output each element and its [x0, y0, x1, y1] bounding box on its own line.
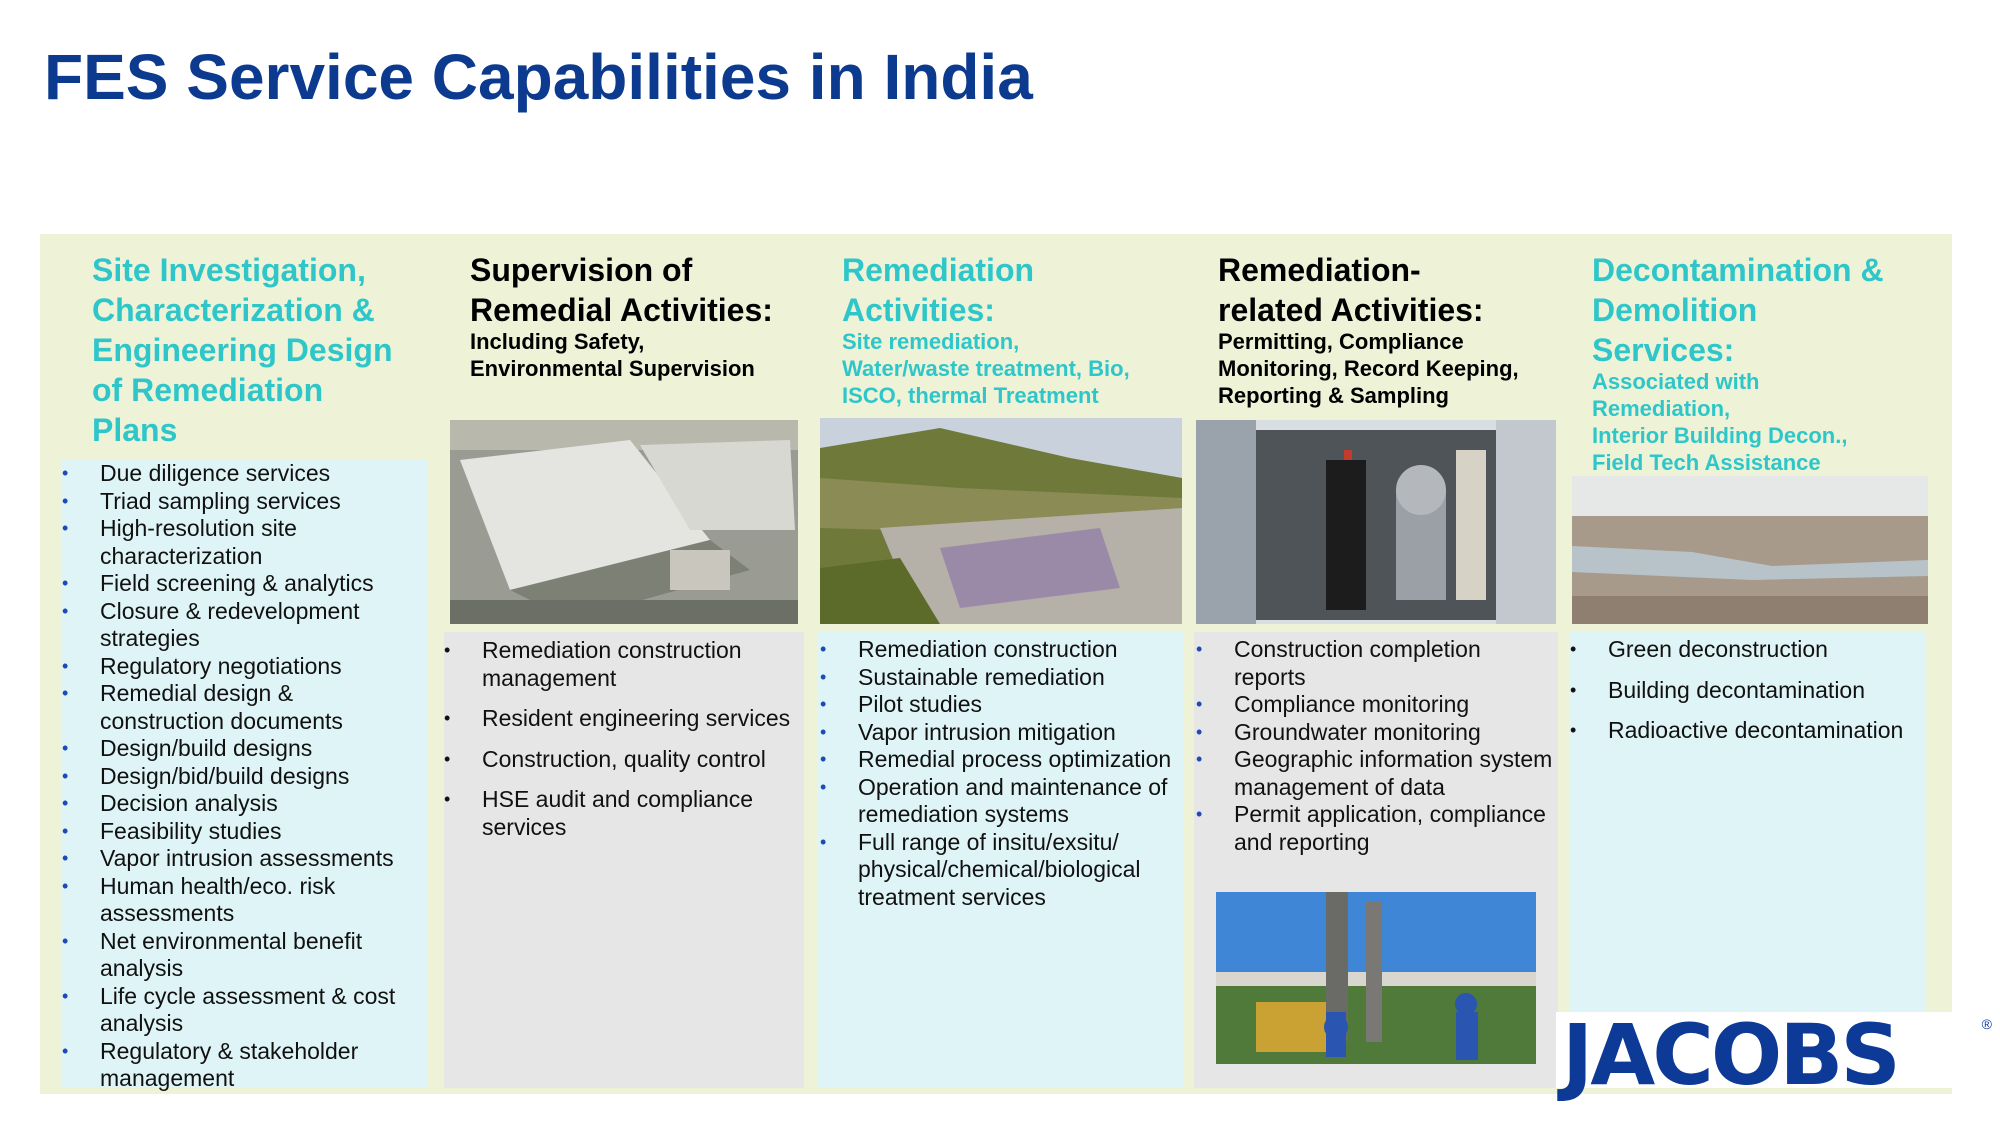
list-item — [62, 873, 422, 928]
list-item — [820, 774, 1180, 829]
list-item-label: Design/bid/build designs — [100, 762, 350, 789]
column-subheading — [1218, 328, 1519, 409]
bullet-icon: • — [62, 765, 69, 786]
subheading-line: Site remediation, — [842, 329, 1020, 354]
subheading-line: Reporting & Sampling — [1218, 383, 1449, 408]
bullet-icon: • — [62, 985, 69, 1006]
aerial-facility-photo — [450, 420, 798, 624]
services-list-box — [1194, 632, 1558, 1088]
list-item-label: Compliance monitoring — [1234, 691, 1470, 717]
bullet-icon: • — [444, 748, 451, 769]
services-list-box — [62, 460, 428, 1091]
heading-line: Remediation- — [1218, 252, 1421, 288]
bullet-icon: • — [444, 789, 451, 809]
bullet-icon: • — [1196, 721, 1203, 742]
list-item-label: Construction, quality control — [482, 745, 766, 772]
list-item-label: Remediation construction — [858, 636, 1118, 662]
subheading-line: Environmental Supervision — [470, 356, 755, 381]
list-item — [820, 664, 1180, 692]
bullet-icon: • — [62, 793, 69, 813]
list-item — [62, 928, 422, 983]
bullet-icon: • — [820, 666, 827, 687]
bullet-icon: • — [62, 655, 69, 676]
services-list-box — [818, 632, 1184, 1088]
heading-line: Remediation — [842, 252, 1035, 288]
bullet-icon: • — [62, 875, 69, 896]
list-item-label: Decision analysis — [100, 790, 278, 816]
list-item — [820, 719, 1180, 747]
services-list-box — [444, 632, 804, 1088]
list-item-label: Human health/eco. risk assessments — [100, 872, 336, 926]
subheading-line: Permitting, Compliance — [1218, 329, 1464, 354]
bullet-icon: • — [1196, 804, 1203, 824]
bullet-icon: • — [1570, 720, 1577, 740]
list-item-label: Construction completion reports — [1234, 636, 1481, 690]
list-item-label: HSE audit and compliance services — [482, 786, 754, 840]
list-item — [820, 746, 1180, 774]
column-subheading — [842, 328, 1130, 409]
bullet-icon: • — [820, 639, 827, 659]
heading-line: Site Investigation, — [92, 252, 366, 288]
list-item-label: Remedial process optimization — [858, 746, 1172, 772]
list-item — [62, 818, 422, 846]
column-heading — [92, 250, 392, 450]
list-item-label: Net environmental benefit analysis — [100, 927, 363, 981]
list-item-label: Green deconstruction — [1608, 636, 1828, 662]
list-item-label: Groundwater monitoring — [1234, 718, 1481, 745]
heading-line: Characterization & — [92, 292, 375, 328]
list-item-label: Field screening & analytics — [100, 570, 374, 596]
list-item-label: Life cycle assessment & cost analysis — [100, 982, 396, 1036]
bullet-icon: • — [62, 820, 69, 841]
list-item-label: Remediation construction management — [482, 637, 742, 691]
subheading-line: Including Safety, — [470, 329, 645, 354]
list-item — [1570, 636, 1922, 664]
heading-line: Engineering Design — [92, 332, 393, 368]
list-item — [444, 746, 796, 774]
list-item-label: Regulatory negotiations — [100, 652, 342, 679]
list-item-label: Radioactive decontamination — [1608, 717, 1904, 743]
list-item — [62, 460, 422, 488]
subheading-line: Interior Building Decon., — [1592, 423, 1848, 448]
services-list — [444, 637, 796, 854]
list-item — [1196, 719, 1556, 747]
list-item — [444, 637, 796, 692]
list-item — [62, 1038, 422, 1093]
list-item-label: Remedial design & construction documents — [100, 680, 343, 734]
list-item — [62, 570, 422, 598]
list-item-label: Sustainable remediation — [858, 663, 1105, 690]
bullet-icon: • — [62, 463, 69, 483]
heading-line: Supervision of — [470, 252, 693, 288]
list-item — [62, 598, 422, 653]
list-item-label: Regulatory & stakeholder management — [100, 1037, 359, 1091]
heading-line: Remedial Activities: — [470, 292, 773, 328]
bullet-icon: • — [62, 490, 69, 511]
list-item-label: Operation and maintenance of remediation systems — [858, 773, 1168, 827]
list-item — [1196, 636, 1556, 691]
list-item — [62, 983, 422, 1038]
list-item-label: Design/build designs — [100, 735, 313, 761]
subheading-line: Field Tech Assistance — [1592, 450, 1821, 475]
column-subheading — [470, 328, 755, 382]
list-item-label: Feasibility studies — [100, 817, 282, 844]
column-subheading — [1592, 368, 1847, 476]
bullet-icon: • — [820, 694, 827, 714]
list-item — [62, 735, 422, 763]
bullet-icon: • — [62, 930, 69, 951]
bullet-icon: • — [820, 721, 827, 742]
list-item — [1570, 717, 1922, 745]
subheading-line: Associated with — [1592, 369, 1760, 394]
subheading-line: Water/waste treatment, Bio, — [842, 356, 1130, 381]
subheading-line: ISCO, thermal Treatment — [842, 383, 1099, 408]
list-item-label: Pilot studies — [858, 691, 983, 717]
list-item — [62, 680, 422, 735]
list-item-label: Triad sampling services — [100, 487, 341, 514]
column-heading — [1218, 250, 1484, 330]
list-item — [62, 763, 422, 791]
bullet-icon: • — [444, 640, 451, 660]
services-list — [1196, 636, 1556, 856]
bullet-icon: • — [62, 683, 69, 703]
page-title: FES Service Capabilities in India — [44, 41, 1033, 113]
services-list — [62, 460, 422, 1093]
list-item-label: High-resolution site characterization — [100, 515, 297, 569]
list-item — [1196, 691, 1556, 719]
list-item — [820, 829, 1180, 912]
services-list — [820, 636, 1180, 911]
heading-line: Services: — [1592, 332, 1735, 368]
treatment-unit-photo — [1196, 420, 1556, 624]
subheading-line: Remediation, — [1592, 396, 1731, 421]
heading-line: related Activities: — [1218, 292, 1484, 328]
bullet-icon: • — [62, 600, 69, 621]
list-item-label: Full range of insitu/exsitu/ physical/chemical/biological treatment services — [858, 828, 1141, 910]
list-item — [62, 790, 422, 818]
bullet-icon: • — [820, 776, 827, 797]
list-item — [820, 691, 1180, 719]
list-item — [444, 786, 796, 841]
list-item-label: Building decontamination — [1608, 676, 1866, 703]
drilling-rig-photo — [1216, 892, 1536, 1064]
logo-wordmark: JACOBS — [1562, 1006, 1898, 1104]
bullet-icon: • — [1570, 639, 1577, 659]
list-item — [1196, 801, 1556, 856]
list-item-label: Closure & redevelopment strategies — [100, 597, 360, 651]
bullet-icon: • — [62, 738, 69, 758]
list-item — [62, 845, 422, 873]
services-list — [1570, 636, 1922, 758]
bullet-icon: • — [62, 1040, 69, 1061]
list-item-label: Vapor intrusion assessments — [100, 845, 394, 871]
bullet-icon: • — [1570, 679, 1577, 700]
bullet-icon: • — [1196, 749, 1203, 769]
bullet-icon: • — [1196, 694, 1203, 714]
bullet-icon: • — [62, 573, 69, 593]
heading-line: Plans — [92, 412, 178, 448]
list-item-label: Resident engineering services — [482, 705, 791, 731]
list-item — [62, 653, 422, 681]
list-item-label: Vapor intrusion mitigation — [858, 718, 1116, 745]
bullet-icon: • — [62, 518, 69, 538]
column-heading — [842, 250, 1034, 330]
list-item-label: Geographic information system management of data — [1234, 746, 1553, 800]
bullet-icon: • — [820, 831, 827, 852]
bullet-icon: • — [1196, 639, 1203, 659]
bullet-icon: • — [820, 749, 827, 769]
bullet-icon: • — [62, 848, 69, 868]
registered-mark: ® — [1981, 1016, 1992, 1032]
list-item — [62, 515, 422, 570]
column-heading — [1592, 250, 1884, 370]
heading-line: Demolition — [1592, 292, 1758, 328]
wetland-photo — [1572, 476, 1928, 624]
list-item-label: Permit application, compliance and reporting — [1234, 801, 1546, 855]
services-list-box — [1570, 632, 1926, 1012]
list-item-label: Due diligence services — [100, 460, 331, 486]
list-item — [62, 488, 422, 516]
subheading-line: Monitoring, Record Keeping, — [1218, 356, 1519, 381]
hillside-site-photo — [820, 418, 1182, 624]
column-heading — [470, 250, 773, 330]
list-item — [820, 636, 1180, 664]
heading-line: of Remediation — [92, 372, 324, 408]
jacobs-logo — [1556, 1006, 1992, 1104]
heading-line: Decontamination & — [1592, 252, 1884, 288]
heading-line: Activities: — [842, 292, 995, 328]
list-item — [1196, 746, 1556, 801]
bullet-icon: • — [444, 708, 451, 728]
list-item — [1570, 677, 1922, 705]
list-item — [444, 705, 796, 733]
